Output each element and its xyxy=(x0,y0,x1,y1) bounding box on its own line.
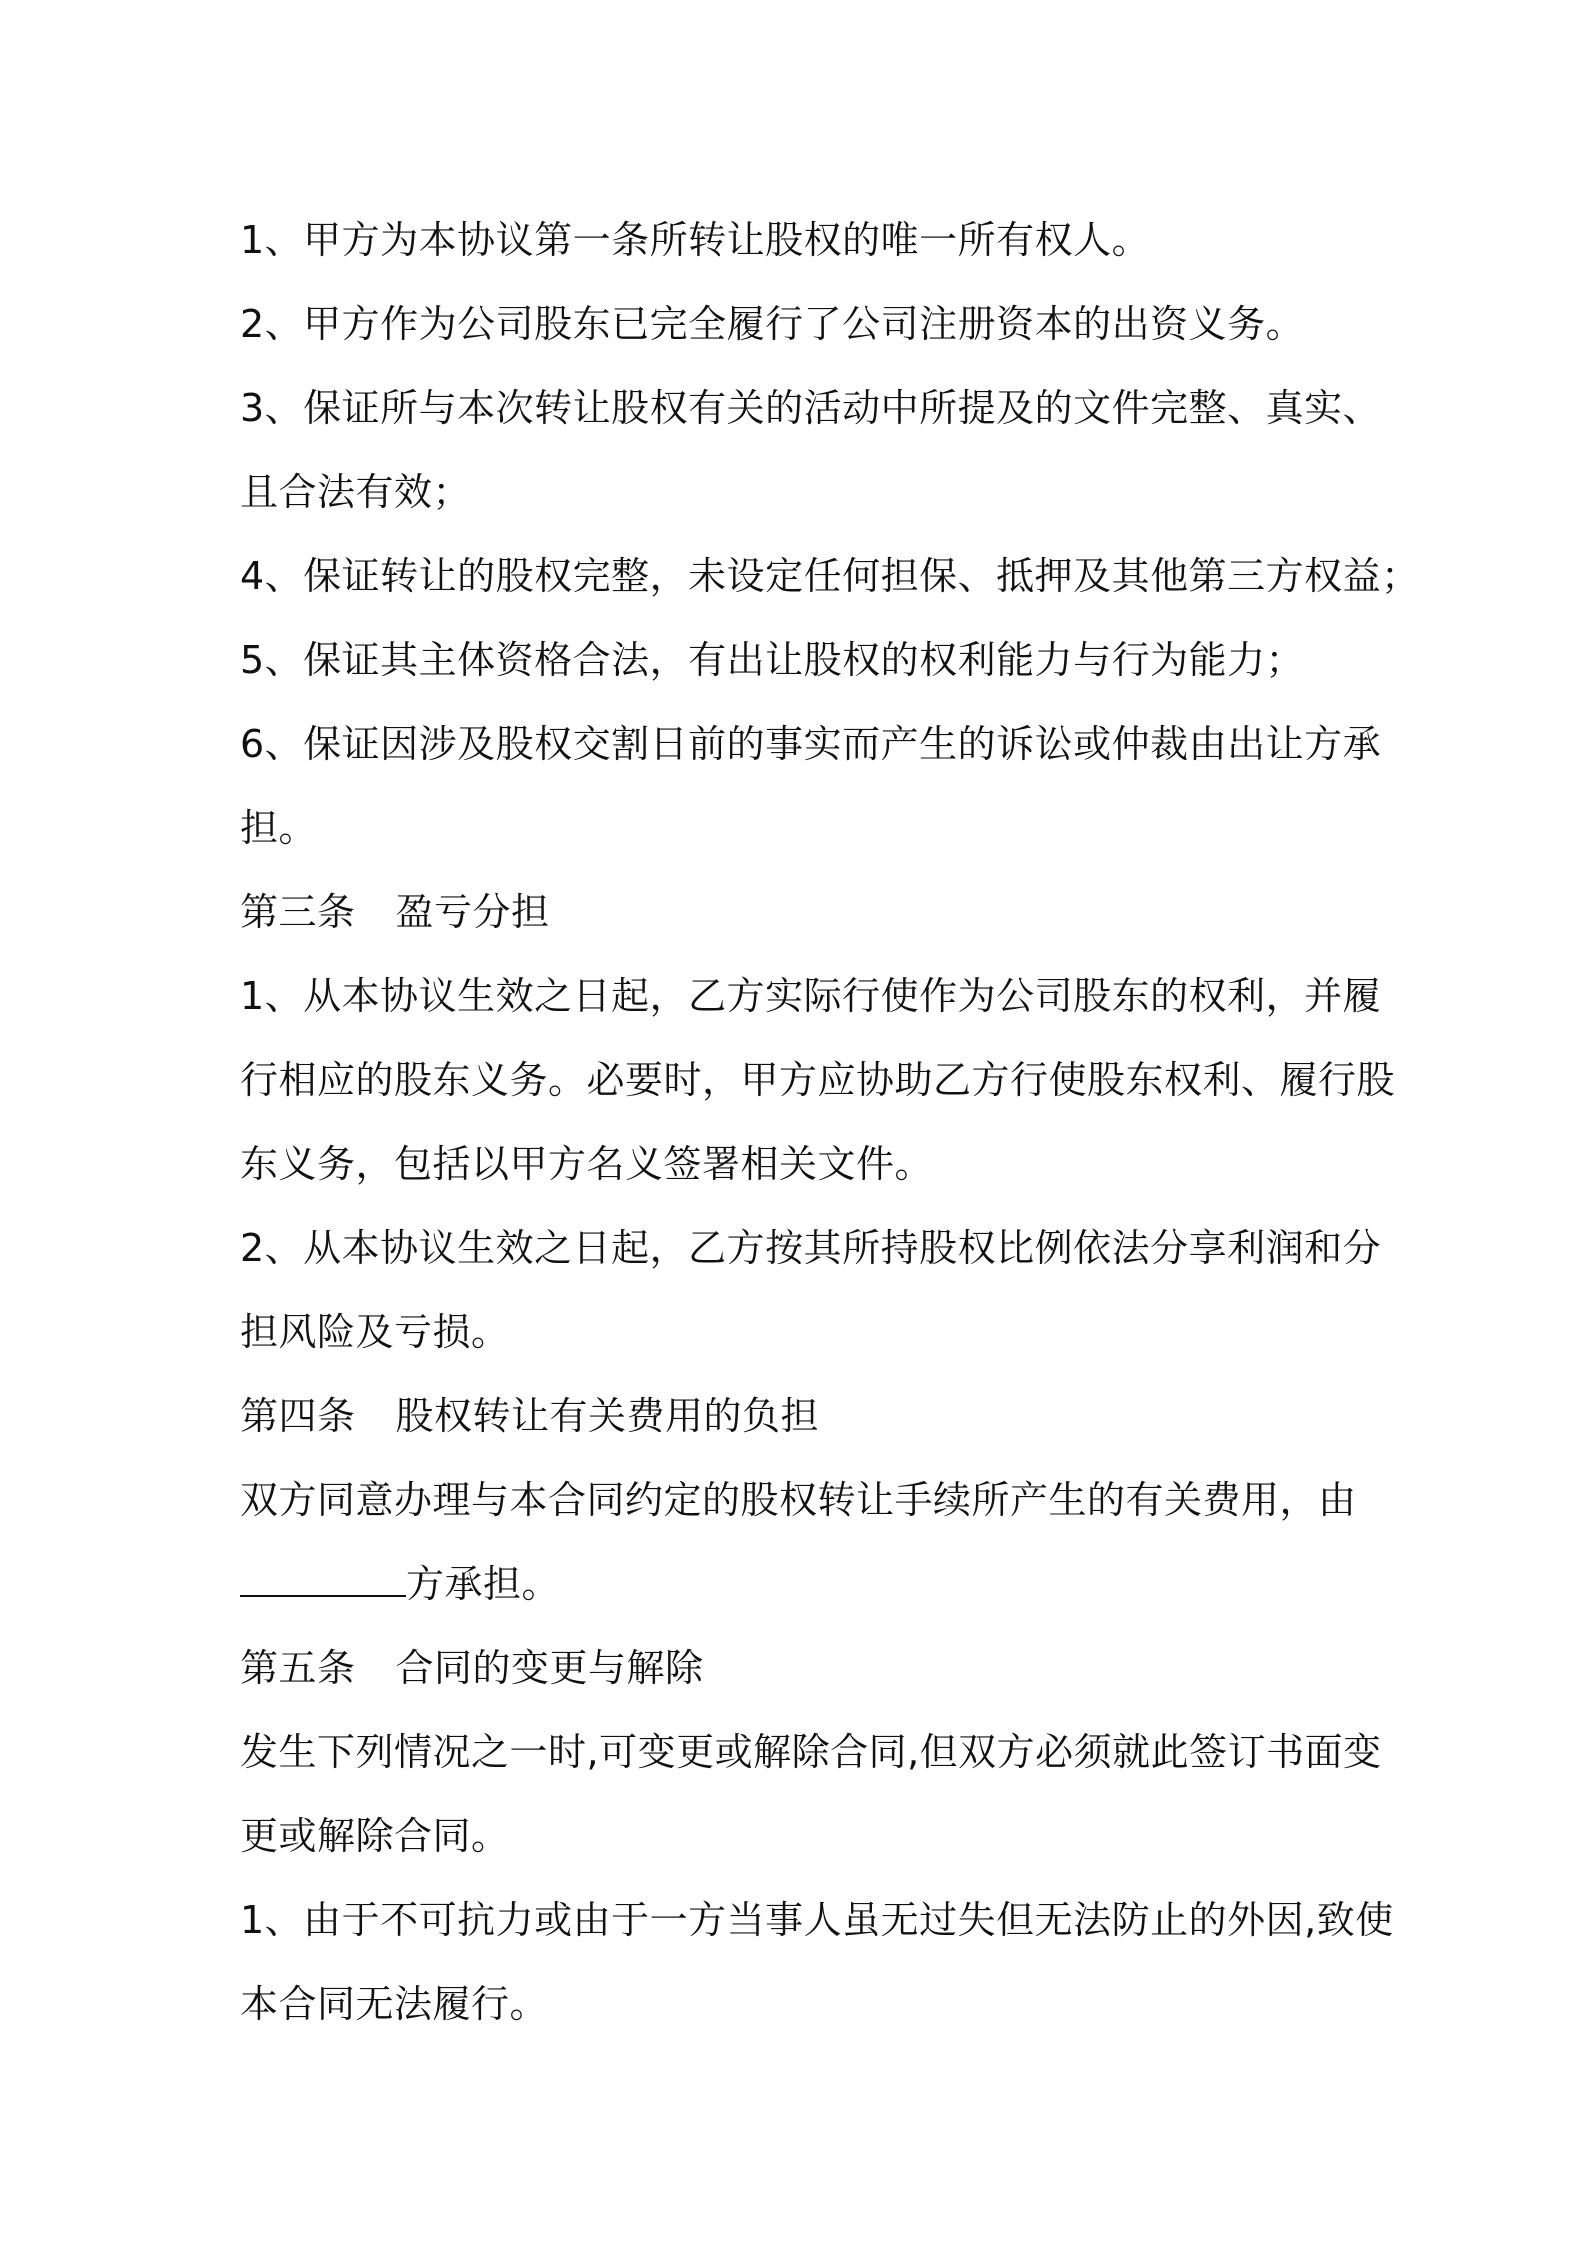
article-heading xyxy=(240,1626,1370,1710)
clause-line: 2、甲方作为公司股东已完全履行了公司注册资本的出资义务。 xyxy=(240,302,1305,346)
clause-line: 担。 xyxy=(240,806,318,850)
clause-line: 本合同无法履行。 xyxy=(240,1982,549,2026)
clause-line: 更或解除合同。 xyxy=(240,1814,510,1858)
article-heading xyxy=(240,870,1370,954)
article-heading xyxy=(240,1374,1370,1458)
blank-suffix: 方承担。 xyxy=(406,1562,561,1606)
clause-line: 1、由于不可抗力或由于一方当事人虽无过失但无法防止的外因,致使 xyxy=(240,1898,1394,1942)
article-number: 第五条 xyxy=(240,1646,356,1690)
clause-line-with-blank xyxy=(240,1542,1370,1626)
clause-line: 担风险及亏损。 xyxy=(240,1310,510,1354)
clause-line: 5、保证其主体资格合法，有出让股权的权利能力与行为能力； xyxy=(240,638,1305,682)
clause-line: 行相应的股东义务。必要时，甲方应协助乙方行使股东权利、履行股 xyxy=(240,1058,1396,1102)
article-title: 合同的变更与解除 xyxy=(395,1646,704,1690)
clause-line: 6、保证因涉及股权交割日前的事实而产生的诉讼或仲裁由出让方承 xyxy=(240,722,1382,766)
clause-line: 1、甲方为本协议第一条所转让股权的唯一所有权人。 xyxy=(240,218,1151,262)
article-title: 盈亏分担 xyxy=(395,890,550,934)
clause-line: 2、从本协议生效之日起，乙方按其所持股权比例依法分享利润和分 xyxy=(240,1226,1382,1270)
document-body xyxy=(240,198,1420,2046)
article-title: 股权转让有关费用的负担 xyxy=(395,1394,820,1438)
clause-line: 东义务，包括以甲方名义签署相关文件。 xyxy=(240,1142,934,1186)
clause-line: 发生下列情况之一时,可变更或解除合同,但双方必须就此签订书面变 xyxy=(240,1730,1382,1774)
clause-line: 且合法有效； xyxy=(240,470,472,514)
article-number: 第三条 xyxy=(240,890,356,934)
article-number: 第四条 xyxy=(240,1394,356,1438)
clause-line: 3、保证所与本次转让股权有关的活动中所提及的文件完整、真实、 xyxy=(240,386,1382,430)
clause-line: 双方同意办理与本合同约定的股权转让手续所产生的有关费用，由 xyxy=(240,1478,1357,1522)
clause-line: 4、保证转让的股权完整，未设定任何担保、抵押及其他第三方权益； xyxy=(240,554,1420,598)
fill-in-blank xyxy=(240,1565,406,1597)
clause-line: 1、从本协议生效之日起，乙方实际行使作为公司股东的权利，并履 xyxy=(240,974,1382,1018)
